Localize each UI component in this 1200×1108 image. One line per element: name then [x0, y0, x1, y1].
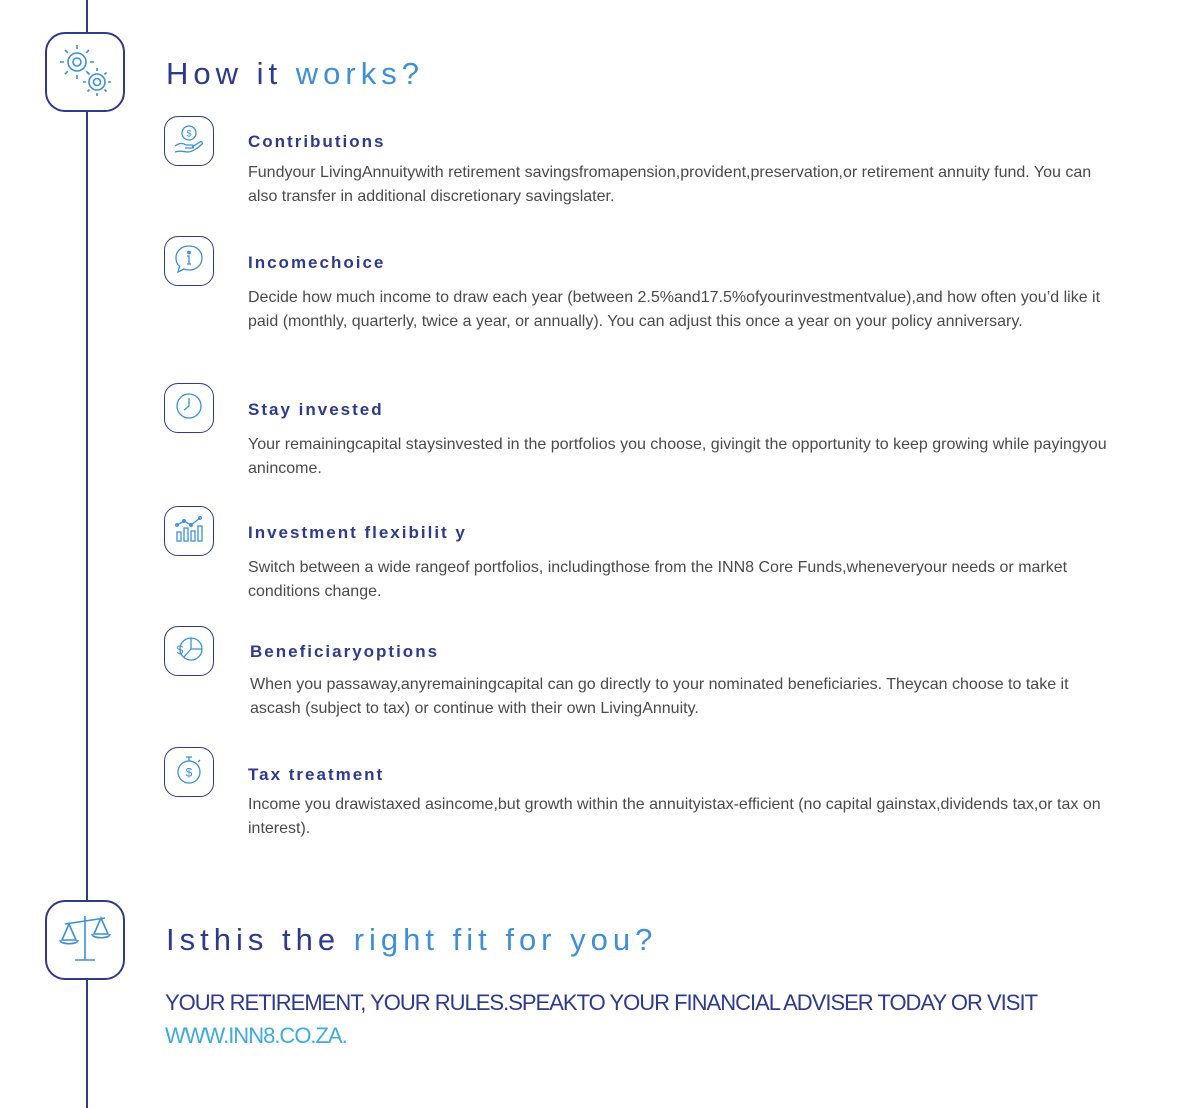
income-choice-badge — [164, 236, 214, 286]
cta-text: YOUR RETIREMENT, YOUR RULES.SPEAKTO YOUR FINANCIAL ADVISER TODAY OR VISIT — [165, 990, 1038, 1015]
beneficiary-options-text: When you passaway,anyremainingcapital can go directly to your nominated beneficiaries. Theycan choose to take it ascash (subject to tax) or continue with their own LivingAnnuity. — [250, 676, 1069, 717]
investment-flexibility-badge — [164, 506, 214, 556]
title-part-dark: Isthis the — [166, 922, 341, 957]
website-link[interactable]: WWW.INN8.CO.ZA. — [165, 1023, 347, 1048]
scales-icon — [55, 908, 115, 973]
how-it-works-title — [166, 56, 424, 92]
growth-chart-icon — [172, 512, 206, 551]
how-it-works-badge — [45, 32, 125, 112]
beneficiary-options-title: Beneficiaryoptions — [250, 642, 440, 661]
money-hand-icon — [172, 122, 206, 161]
contributions-badge — [164, 116, 214, 166]
contributions-text: Fundyour LivingAnnuitywith retirement savingsfromapension,provident,preservation,or retirement annuity fund. You can also transfer in additional discretionary savingslater. — [248, 164, 1092, 205]
stay-invested-text: Your remainingcapital staysinvested in the portfolios you choose, givingit the opportunity to keep growing while payingyou anincome. — [248, 436, 1107, 477]
investment-flexibility-text: Switch between a wide rangeof portfolios, includingthose from the INN8 Core Funds,wheneveryour needs or market conditions change. — [248, 559, 1068, 600]
investment-flexibility-title: Investment flexibilit y — [248, 523, 467, 542]
svg-text:$: $ — [185, 765, 193, 779]
tax-treatment-badge — [164, 747, 214, 797]
title-part-light: works? — [295, 56, 424, 91]
tax-treatment-text: Income you drawistaxed asincome,but growth within the annuityistax-efficient (no capital gainstax,dividends tax,or tax on interest). — [248, 796, 1101, 837]
contributions-title: Contributions — [248, 132, 386, 151]
money-pie-icon — [172, 632, 206, 671]
title-part-light: right fit for you? — [353, 922, 658, 957]
svg-text:$: $ — [176, 642, 184, 657]
stay-invested-badge — [164, 383, 214, 433]
income-choice-text: Decide how much income to draw each year (between 2.5%and17.5%ofyourinvestmentvalue),and how often you’d like it paid (monthly, quarterly, twice a year, or annually). You can adjust this once a year on your policy anniversary. — [248, 289, 1101, 330]
beneficiary-options-badge — [164, 626, 214, 676]
gears-icon — [53, 38, 117, 107]
right-fit-title — [166, 922, 657, 958]
info-bubble-icon — [172, 242, 206, 281]
tax-treatment-title: Tax treatment — [248, 765, 385, 784]
svg-text:$: $ — [186, 128, 192, 138]
stay-invested-title: Stay invested — [248, 400, 384, 419]
stopwatch-money-icon — [172, 753, 206, 792]
clock-icon — [172, 389, 206, 428]
income-choice-title: Incomechoice — [248, 253, 386, 272]
right-fit-badge — [45, 900, 125, 980]
title-part-dark: How it — [166, 56, 283, 91]
